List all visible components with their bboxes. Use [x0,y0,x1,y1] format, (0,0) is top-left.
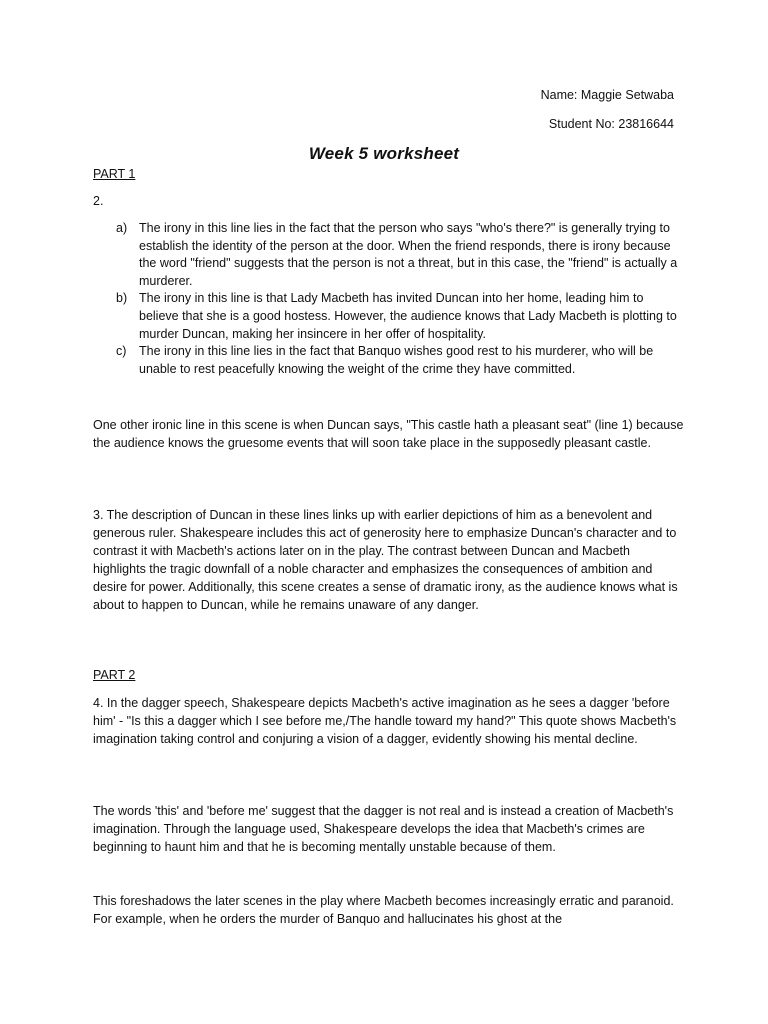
student-name: Name: Maggie Setwaba [540,88,674,102]
student-number: Student No: 23816644 [548,117,674,131]
list-item [93,220,683,290]
list-item-text: The irony in this line lies in the fact that the person who says "who's there?" is generally trying to establish the identity of the person at the door. When the friend responds, there is irony because the word "friend" suggests that the person is not a threat, but in this case, the "friend" is actually a murderer. [139,221,678,288]
dagger-words-paragraph: The words 'this' and 'before me' suggest that the dagger is not real and is instead a creation of Macbeth's imagination. Through the language used, Shakespeare develops the idea that Macbeth's crimes are beginning to haunt him and that he is becoming mentally unstable because of them. [93,804,674,854]
list-item-marker: b) [116,291,128,306]
list-item-marker: c) [116,344,127,359]
question-2-number: 2. [93,194,104,208]
answer-4-paragraph: 4. In the dagger speech, Shakespeare depicts Macbeth's active imagination as he sees a dagger 'before him' - "Is this a dagger which I see before me,/The handle toward my hand?" This quote shows Macbeth's imagination taking control and conjuring a vision of a dagger, evidently showing his mental decline. [93,696,677,746]
part-2-heading: PART 2 [93,668,136,682]
list-item-marker: a) [116,221,128,235]
irony-answer-list [93,220,683,378]
list-item [93,343,683,378]
list-item-text: The irony in this line is that Lady Macbeth has invited Duncan into her home, leading him to believe that she is a good hostess. However, the audience knows that Lady Macbeth is plotting to murder Duncan, making her insincere in her offer of hospitality. [139,291,677,341]
list-item-text: The irony in this line lies in the fact that Banquo wishes good rest to his murderer, who will be unable to rest peacefully knowing the weight of the crime they have committed. [139,344,654,376]
foreshadow-paragraph: This foreshadows the later scenes in the play where Macbeth becomes increasingly erratic and paranoid. For example, when he orders the murder of Banquo and hallucinates his ghost at the [93,894,674,926]
part-1-heading: PART 1 [93,167,136,181]
list-item [93,290,683,343]
worksheet-title: Week 5 worksheet [308,144,460,163]
other-ironic-line-paragraph: One other ironic line in this scene is when Duncan says, "This castle hath a pleasant seat" (line 1) because the audience knows the gruesome events that will soon take place in the supposedly pleasant castle. [93,418,684,450]
answer-3-paragraph: 3. The description of Duncan in these lines links up with earlier depictions of him as a benevolent and generous ruler. Shakespeare includes this act of generosity here to emphasize Duncan's character and to contrast it with Macbeth's actions later on in the play. The contrast between Duncan and Macbeth highlights the tragic downfall of a noble character and emphasizes the consequences of ambition and desire for power. Additionally, this scene creates a sense of dramatic irony, as the audience knows what is about to happen to Duncan, while he remains unaware of any danger. [93,508,678,612]
